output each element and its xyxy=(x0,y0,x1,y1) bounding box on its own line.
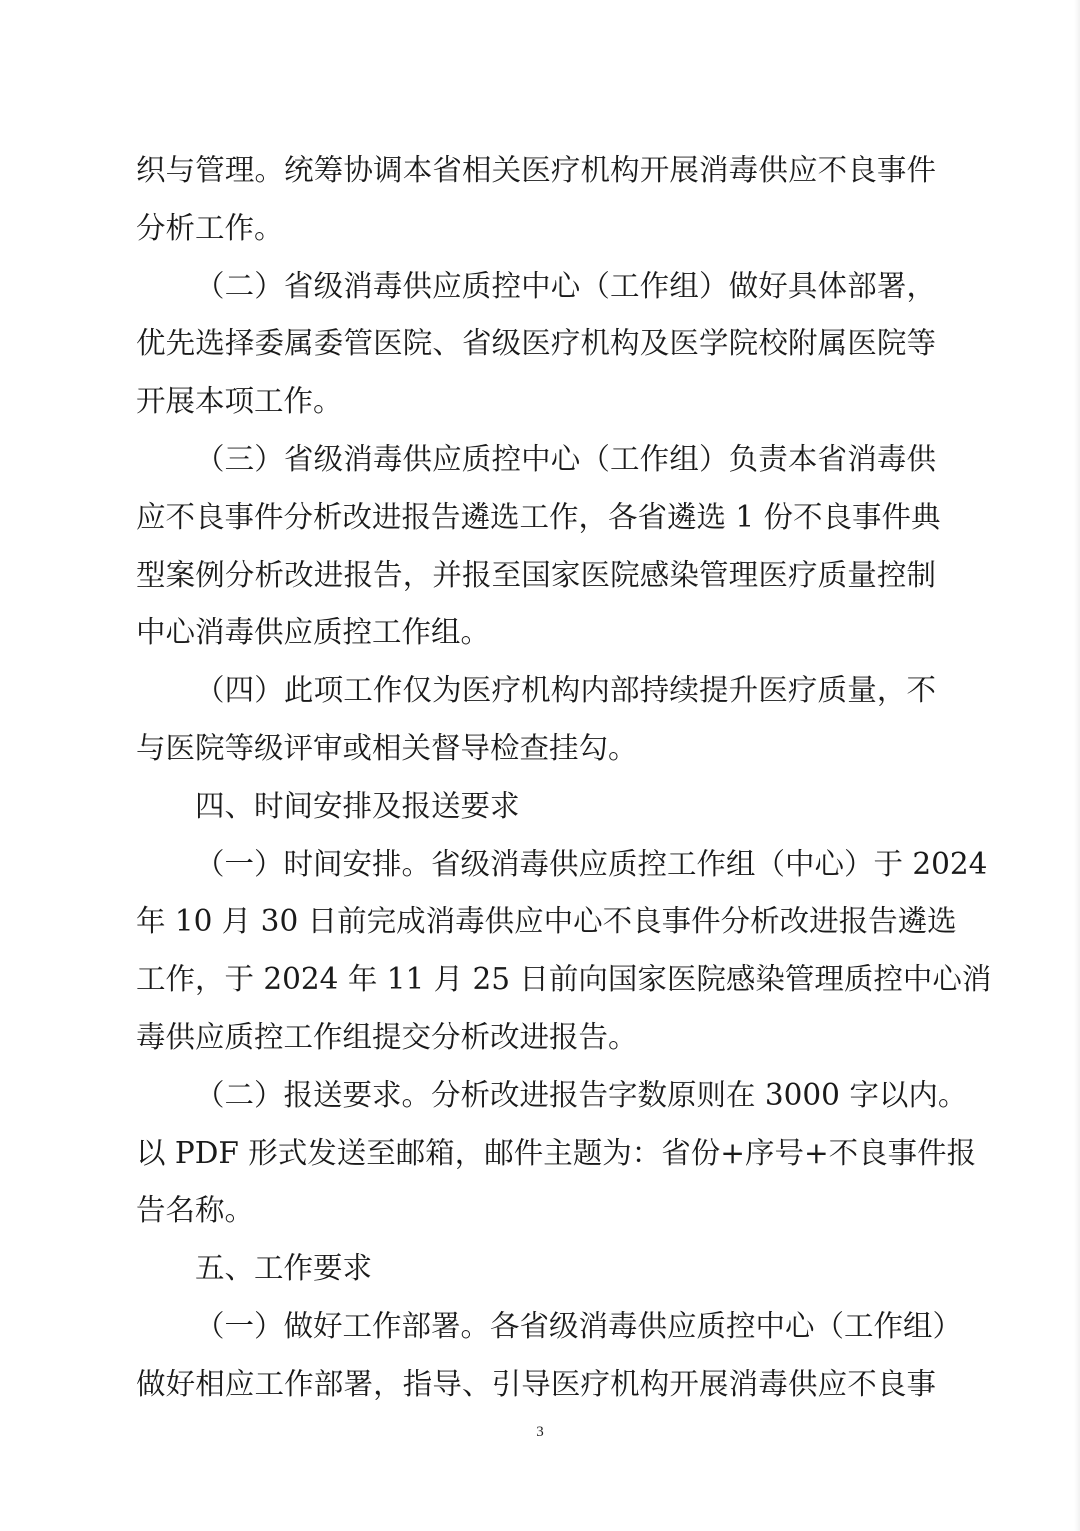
paragraph-line: 与医院等级评审或相关督导检查挂勾。 xyxy=(136,730,638,765)
paragraph-line: 做好相应工作部署，指导、引导医疗机构开展消毒供应不良事 xyxy=(136,1366,936,1401)
paragraph-line: （二）报送要求。分析改进报告字数原则在 3000 字以内。 xyxy=(195,1077,968,1112)
paragraph-line: 毒供应质控工作组提交分析改进报告。 xyxy=(136,1019,638,1054)
paragraph-line: （四）此项工作仅为医疗机构内部持续提升医疗质量，不 xyxy=(195,673,936,708)
paragraph-line: 型案例分析改进报告，并报至国家医院感染管理医疗质量控制 xyxy=(136,557,936,592)
paragraph-line: 工作，于 2024 年 11 月 25 日前向国家医院感染管理质控中心消 xyxy=(136,962,992,997)
paragraph-line: （三）省级消毒供应质控中心（工作组）负责本省消毒供 xyxy=(195,441,936,476)
paragraph-line: 分析工作。 xyxy=(136,210,284,245)
paragraph-line: 以 PDF 形式发送至邮箱，邮件主题为：省份+序号+不良事件报 xyxy=(136,1135,977,1170)
scan-edge-shadow xyxy=(1074,0,1080,1531)
paragraph-line: 应不良事件分析改进报告遴选工作，各省遴选 1 份不良事件典 xyxy=(136,499,941,534)
page-number: 3 xyxy=(536,1424,544,1440)
body-text xyxy=(136,142,992,1414)
paragraph-line: （一）时间安排。省级消毒供应质控工作组（中心）于 2024 xyxy=(195,846,988,881)
section-heading: 五、工作要求 xyxy=(195,1251,373,1286)
paragraph-line: （二）省级消毒供应质控中心（工作组）做好具体部署， xyxy=(195,268,936,303)
paragraph-line: 开展本项工作。 xyxy=(136,384,343,419)
paragraph-line: 织与管理。统筹协调本省相关医疗机构开展消毒供应不良事件 xyxy=(136,153,936,187)
paragraph-line: 优先选择委属委管医院、省级医疗机构及医学院校附属医院等 xyxy=(136,326,936,361)
section-heading: 四、时间安排及报送要求 xyxy=(195,788,520,823)
paragraph-line: （一）做好工作部署。各省级消毒供应质控中心（工作组） xyxy=(195,1308,963,1343)
paragraph-line: 中心消毒供应质控工作组。 xyxy=(136,615,491,650)
paragraph-line: 年 10 月 30 日前完成消毒供应中心不良事件分析改进报告遴选 xyxy=(136,904,957,939)
paragraph-line: 告名称。 xyxy=(136,1193,255,1228)
